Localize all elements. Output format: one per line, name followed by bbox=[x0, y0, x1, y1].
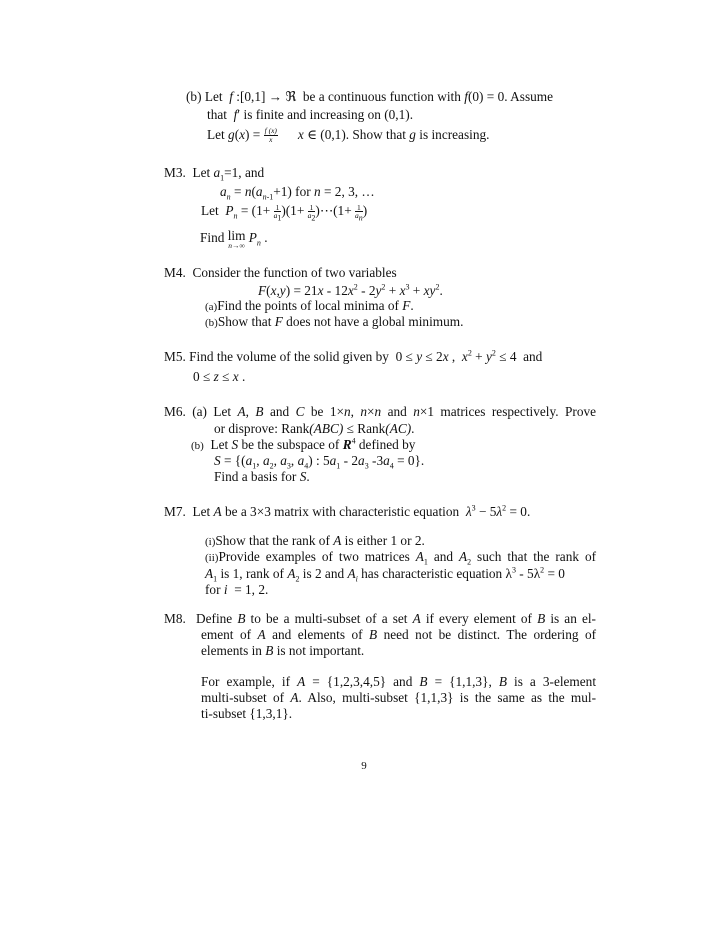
b-part-line2: that f′ is finite and increasing on (0,1). bbox=[207, 107, 414, 122]
b-part-line1: (b) Let f :[0,1] → ℜ be a continuous function with f(0) = 0. Assume bbox=[186, 89, 554, 104]
m6-line1: M6. (a) Let A, B and C be 1×n, n×n and n×1 matrices respectively. Prove bbox=[164, 404, 597, 419]
m5-line1: M5. Find the volume of the solid given by 0 ≤ y ≤ 2x , $x^2 + y^2 \le 4$ and bbox=[164, 348, 543, 364]
m3-line3: Let $P_n = (1+$ $\frac{1}{a_1})(1+$ $\frac{1}{a_2})\cdots(1+$ $\frac{1}{a_n}$) bbox=[201, 203, 368, 223]
m8-p2-line3: ti-subset {1,3,1}. bbox=[201, 706, 293, 721]
m6-b-set: $S = \{(a_1$, $a_2$, $a_3$, $a_4$) : $5a_1 - 2a_3$ $-3a_4 = 0$}. bbox=[214, 453, 425, 471]
m3-line1: M3. Let $a_1=1$, and bbox=[164, 165, 265, 183]
m6-b-find: Find a basis for S. bbox=[214, 469, 310, 484]
m7-i: (i)Show that the rank of A is either 1 or 2. bbox=[205, 533, 425, 548]
m7-ii-line2: $A_1$ is 1, rank of $A_2$ is 2 and $A_i$ has characteristic equation $\lambda^3 - 5\lambda^2 = 0$ bbox=[205, 565, 565, 584]
fraction-fx-over-x: $\frac{f (x)}{x}$ bbox=[264, 126, 277, 145]
m7-line1: M7. Let A be a 3×3 matrix with characteristic equation $\lambda^3 - 5\lambda^2 = 0$. bbox=[164, 503, 531, 519]
m7-ii-line3: for i = 1, 2. bbox=[205, 582, 269, 597]
m8-line3: elements in B is not important. bbox=[201, 643, 365, 658]
limit-expression: lim n→∞ bbox=[227, 228, 246, 250]
m5-line2: 0 ≤ z ≤ x . bbox=[193, 369, 246, 384]
m7-ii-line1: (ii)Provide examples of two matrices $A_1$ and $A_2$ such that the rank of bbox=[205, 549, 597, 567]
m4-function: $F(x,y) = 21x - 12x^2 - 2y^2 + x^3 + xy^2$. bbox=[258, 282, 443, 298]
m4-line1: M4. Consider the function of two variables bbox=[164, 265, 397, 280]
m6-line2: or disprove: Rank(ABC) ≤ Rank(AC). bbox=[214, 421, 415, 436]
m8-p2-line1: For example, if A = {1,2,3,4,5} and B = {1,1,3}, B is a 3-element bbox=[201, 674, 597, 689]
m8-line1: M8. Define B to be a multi-subset of a set A if every element of B is an el- bbox=[164, 611, 596, 626]
page-number: 9 bbox=[361, 760, 367, 772]
m8-line2: ement of A and elements of B need not be distinct. The ordering of bbox=[201, 627, 597, 642]
m8-p2-line2: multi-subset of A. Also, multi-subset {1,1,3} is the same as the mul- bbox=[201, 690, 596, 705]
b-part-line3: Let g(x) = $\frac{f (x)}{x}$ x ∈ (0,1). Show that g is increasing. bbox=[207, 126, 490, 145]
m4-a: (a)Find the points of local minima of F. bbox=[205, 298, 414, 313]
m4-b: (b)Show that F does not have a global minimum. bbox=[205, 314, 464, 329]
m3-line2: $a_n = n(a_{n-1}+1)$ for n = 2, 3, … bbox=[220, 184, 375, 202]
m6-b-line1: (b) Let S be the subspace of $R^4$ defined by bbox=[191, 436, 416, 452]
m3-line4: Find lim n→∞ $P_n$ . bbox=[200, 228, 268, 250]
